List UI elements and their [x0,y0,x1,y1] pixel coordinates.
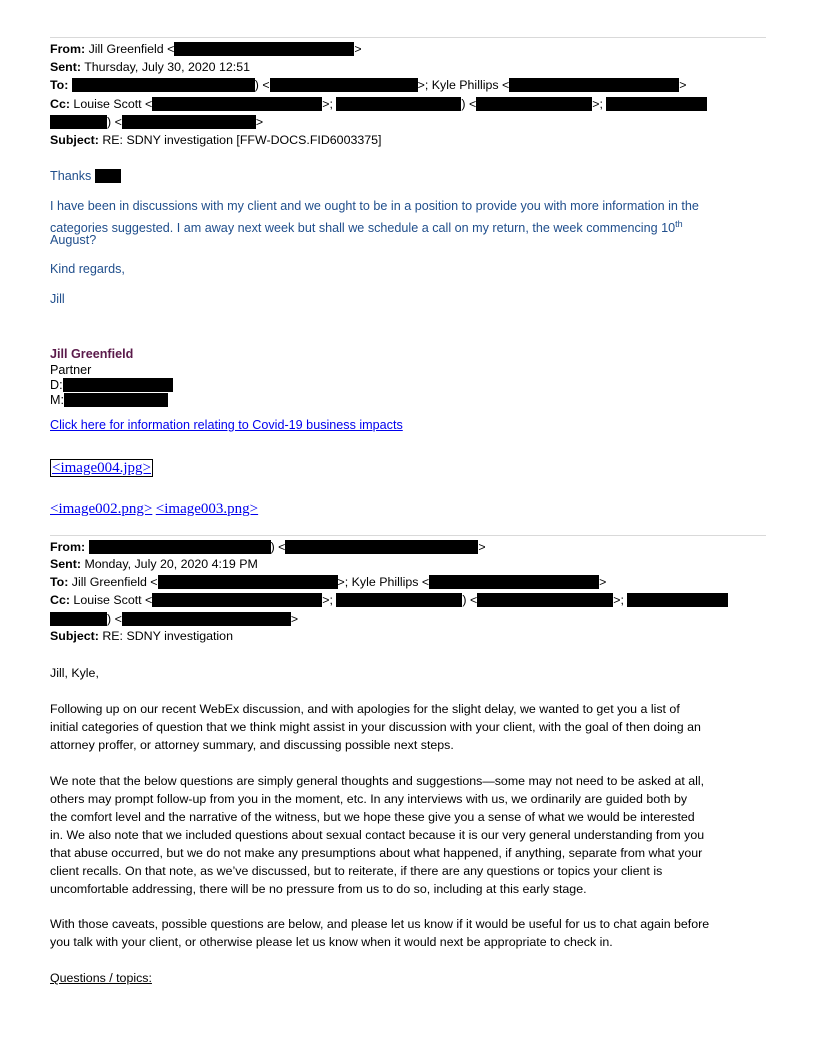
redaction [336,97,461,111]
divider [50,37,766,38]
divider [50,535,766,536]
from-line: From: ) < > [50,540,486,554]
body-line: We note that the below questions are simply general thoughts and suggestions—some may not need to be asked at all, [50,774,705,788]
cc-line-cont: ) < > [50,114,263,130]
attachment-image003[interactable]: <image003.png> [155,501,259,517]
redaction [89,540,271,554]
cc-line-cont: ) < > [50,611,298,627]
to-line: To: ) < >; Kyle Phillips < > [50,78,687,92]
redaction [152,593,322,607]
body-line: August? [50,233,97,247]
closing: Kind regards, [50,262,125,276]
body-line: Following up on our recent WebEx discussion, and with apologies for the slight delay, we wanted to get you a list of [50,702,680,716]
cc-line: Cc: Louise Scott < >; ) < >; [50,592,728,608]
greeting: Thanks [50,168,121,184]
redaction [336,593,462,607]
redaction [122,612,291,626]
from-line: From: Jill Greenfield < > [50,42,362,56]
covid-link[interactable]: Click here for information relating to Covid-19 business impacts [50,418,403,432]
cc-line: Cc: Louise Scott < >; ) < >; [50,96,707,112]
attachment-image004[interactable]: <image004.jpg> [52,460,151,476]
body-line: in. We also note that we included questions about sexual contact because it is our very general understanding from you [50,828,705,842]
body-line: I have been in discussions with my client and we ought to be in a position to provide you with more information in the [50,199,699,213]
redaction [627,593,728,607]
body-line: initial categories of question that we think might assist in your discussion with your client, with the goal of then doing an [50,720,701,734]
body-line: that abuse occurred, but we do not make any presumptions about what happened, if anything, separate from what your [50,846,703,860]
body-line: client recalls. On that note, as we’ve discussed, but to reiterate, if there are any questions or topics your client is [50,864,663,878]
subject-line: Subject: RE: SDNY investigation [50,629,233,643]
redaction [174,42,354,56]
redaction [429,575,599,589]
signature-title: Partner [50,363,92,377]
signature-direct: D: [50,377,173,393]
redaction [64,393,168,407]
body-line: the comfort level and the narrative of the witness, but we hope these give you a sense of what we would be interested [50,810,695,824]
body-line: others may prompt follow-up from you in the moment, etc. In any interviews with us, we ordinarily are guided both by [50,792,688,806]
body-line: categories suggested. I am away next week but shall we schedule a call on my return, the week commencing 10th [50,219,683,236]
redaction [285,540,478,554]
redaction [122,115,256,129]
redaction [509,78,679,92]
signature-name: Jill Greenfield [50,347,134,361]
redaction [50,612,107,626]
attachment-image002[interactable]: <image002.png> [50,501,153,517]
body-line: attorney proffer, or attorney summary, and discussing possible next steps. [50,738,454,752]
redaction [476,97,592,111]
to-line: To: Jill Greenfield < >; Kyle Phillips < > [50,575,607,589]
redaction [50,115,107,129]
greeting: Jill, Kyle, [50,666,99,680]
subject-line: Subject: RE: SDNY investigation [FFW-DOCS.FID6003375] [50,133,382,147]
redaction [152,97,322,111]
redaction [63,378,173,392]
redaction [95,169,121,183]
body-line: With those caveats, possible questions are below, and please let us know if it would be useful for us to chat again before [50,917,710,931]
redaction [72,78,255,92]
redaction [270,78,418,92]
body-line: you talk with your client, or otherwise please let us know when it would next be appropriate to check in. [50,935,613,949]
signoff: Jill [50,292,65,306]
sent-line: Sent: Thursday, July 30, 2020 12:51 [50,60,250,74]
sent-line: Sent: Monday, July 20, 2020 4:19 PM [50,557,258,571]
body-line: uncomfortable addressing, there will be no pressure from us to do so, including at this early stage. [50,882,587,896]
redaction [606,97,707,111]
signature-mobile: M: [50,392,168,408]
redaction [158,575,338,589]
questions-heading: Questions / topics: [50,971,152,985]
redaction [477,593,613,607]
